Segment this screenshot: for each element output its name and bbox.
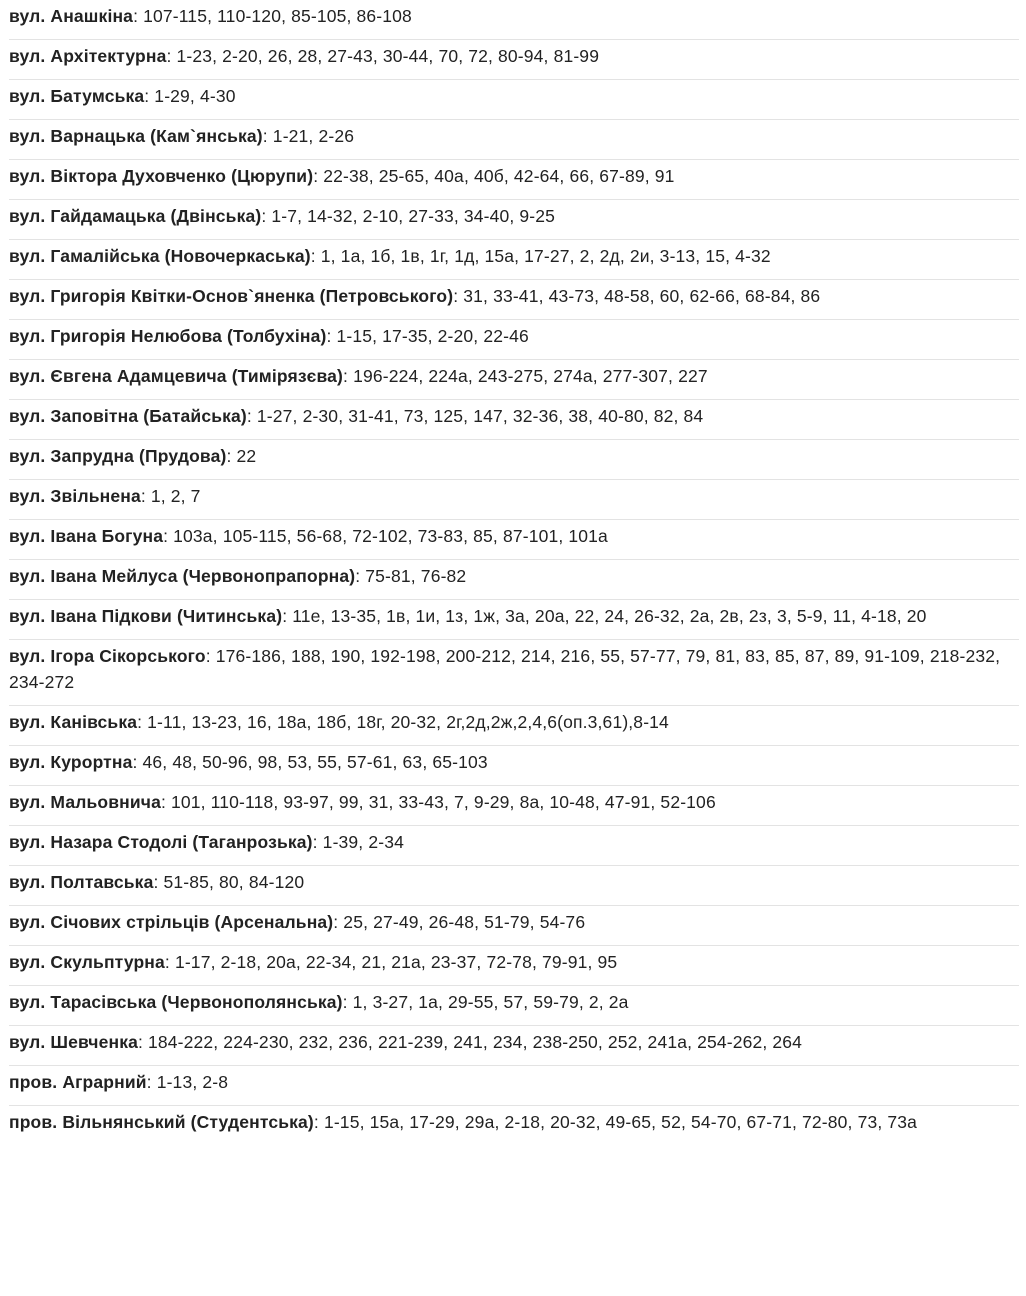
street-name: вул. Січових стрільців (Арсенальна) <box>9 912 334 932</box>
list-item <box>9 986 1019 1026</box>
list-item <box>9 40 1019 80</box>
house-numbers: : 22 <box>226 446 257 466</box>
list-item <box>9 160 1019 200</box>
list-item <box>9 706 1019 746</box>
house-numbers: : 107-115, 110-120, 85-105, 86-108 <box>133 6 412 26</box>
street-name: вул. Ігора Сікорського <box>9 646 206 666</box>
house-numbers: : 25, 27-49, 26-48, 51-79, 54-76 <box>333 912 586 932</box>
street-name: вул. Євгена Адамцевича (Тимірязєва) <box>9 366 344 386</box>
street-name: вул. Запрудна (Прудова) <box>9 446 227 466</box>
list-item <box>9 440 1019 480</box>
house-numbers: : 1-39, 2-34 <box>312 832 404 852</box>
house-numbers: : 1-15, 15а, 17-29, 29а, 2-18, 20-32, 49-65, 52, 54-70, 67-71, 72-80, 73, 73а <box>313 1112 918 1132</box>
street-name: вул. Скульптурна <box>9 952 165 972</box>
street-name: вул. Архітектурна <box>9 46 167 66</box>
list-item <box>9 80 1019 120</box>
street-name: вул. Григорія Квітки-Основ`яненка (Петровського) <box>9 286 454 306</box>
house-numbers: : 184-222, 224-230, 232, 236, 221-239, 241, 234, 238-250, 252, 241а, 254-262, 264 <box>137 1032 803 1052</box>
list-item <box>9 560 1019 600</box>
street-name: вул. Курортна <box>9 752 133 772</box>
list-item <box>9 360 1019 400</box>
list-item <box>9 400 1019 440</box>
house-numbers: : 1-29, 4-30 <box>144 86 236 106</box>
street-name: вул. Віктора Духовченко (Цюрупи) <box>9 166 314 186</box>
list-item <box>9 746 1019 786</box>
house-numbers: : 101, 110-118, 93-97, 99, 31, 33-43, 7, 9-29, 8а, 10-48, 47-91, 52-106 <box>160 792 716 812</box>
street-name: вул. Івана Підкови (Читинська) <box>9 606 283 626</box>
house-numbers: : 196-224, 224а, 243-275, 274а, 277-307, 227 <box>343 366 708 386</box>
house-numbers: : 1, 1а, 1б, 1в, 1г, 1д, 15а, 17-27, 2, 2д, 2и, 3-13, 15, 4-32 <box>310 246 771 266</box>
house-numbers: : 1-11, 13-23, 16, 18а, 18б, 18г, 20-32, 2г,2д,2ж,2,4,6(оп.3,61),8-14 <box>137 712 669 732</box>
house-numbers: : 1, 3-27, 1а, 29-55, 57, 59-79, 2, 2а <box>342 992 629 1012</box>
list-item <box>9 1106 1019 1145</box>
list-item <box>9 240 1019 280</box>
street-name: вул. Гамалійська (Новочеркаська) <box>9 246 311 266</box>
house-numbers: : 31, 33-41, 43-73, 48-58, 60, 62-66, 68-84, 86 <box>453 286 821 306</box>
street-name: вул. Григорія Нелюбова (Толбухіна) <box>9 326 327 346</box>
street-name: вул. Назара Стодолі (Таганрозька) <box>9 832 313 852</box>
house-numbers: : 46, 48, 50-96, 98, 53, 55, 57-61, 63, 65-103 <box>132 752 488 772</box>
house-numbers: : 176-186, 188, 190, 192-198, 200-212, 214, 216, 55, 57-77, 79, 81, 83, 85, 87, 89, 91-109, 218-232, 234-272 <box>9 646 1001 692</box>
list-item <box>9 906 1019 946</box>
list-item <box>9 120 1019 160</box>
house-numbers: : 1-13, 2-8 <box>146 1072 229 1092</box>
house-numbers: : 11е, 13-35, 1в, 1и, 1з, 1ж, 3а, 20а, 22, 24, 26-32, 2а, 2в, 2з, 3, 5-9, 11, 4-18, 20 <box>282 606 927 626</box>
house-numbers: : 1-21, 2-26 <box>262 126 355 146</box>
house-numbers: : 22-38, 25-65, 40а, 40б, 42-64, 66, 67-89, 91 <box>313 166 675 186</box>
house-numbers: : 103а, 105-115, 56-68, 72-102, 73-83, 85, 87-101, 101а <box>163 526 608 546</box>
street-name: вул. Гайдамацька (Двінська) <box>9 206 262 226</box>
list-item <box>9 1066 1019 1106</box>
house-numbers: : 1-27, 2-30, 31-41, 73, 125, 147, 32-36, 38, 40-80, 82, 84 <box>246 406 704 426</box>
list-item <box>9 280 1019 320</box>
street-name: вул. Батумська <box>9 86 145 106</box>
list-item <box>9 946 1019 986</box>
list-item <box>9 826 1019 866</box>
list-item <box>9 200 1019 240</box>
house-numbers: : 1-17, 2-18, 20а, 22-34, 21, 21а, 23-37, 72-78, 79-91, 95 <box>164 952 618 972</box>
house-numbers: : 1-7, 14-32, 2-10, 27-33, 34-40, 9-25 <box>261 206 556 226</box>
list-item <box>9 786 1019 826</box>
list-item <box>9 320 1019 360</box>
street-name: пров. Вільнянський (Студентська) <box>9 1112 314 1132</box>
street-name: пров. Аграрний <box>9 1072 147 1092</box>
list-item <box>9 640 1019 706</box>
list-item <box>9 0 1019 40</box>
street-address-list <box>9 0 1019 1145</box>
street-name: вул. Івана Богуна <box>9 526 164 546</box>
street-name: вул. Заповітна (Батайська) <box>9 406 247 426</box>
list-item <box>9 520 1019 560</box>
list-item <box>9 480 1019 520</box>
street-name: вул. Звільнена <box>9 486 141 506</box>
street-name: вул. Варнацька (Кам`янська) <box>9 126 263 146</box>
street-name: вул. Анашкіна <box>9 6 134 26</box>
house-numbers: : 75-81, 76-82 <box>355 566 467 586</box>
list-item <box>9 866 1019 906</box>
house-numbers: : 1, 2, 7 <box>140 486 201 506</box>
street-name: вул. Тарасівська (Червонополянська) <box>9 992 343 1012</box>
street-name: вул. Івана Мейлуса (Червонопрапорна) <box>9 566 356 586</box>
house-numbers: : 1-23, 2-20, 26, 28, 27-43, 30-44, 70, 72, 80-94, 81-99 <box>166 46 600 66</box>
house-numbers: : 1-15, 17-35, 2-20, 22-46 <box>326 326 529 346</box>
street-name: вул. Канівська <box>9 712 138 732</box>
street-name: вул. Полтавська <box>9 872 154 892</box>
street-name: вул. Шевченка <box>9 1032 138 1052</box>
house-numbers: : 51-85, 80, 84-120 <box>153 872 305 892</box>
list-item <box>9 600 1019 640</box>
street-name: вул. Мальовнича <box>9 792 161 812</box>
list-item <box>9 1026 1019 1066</box>
